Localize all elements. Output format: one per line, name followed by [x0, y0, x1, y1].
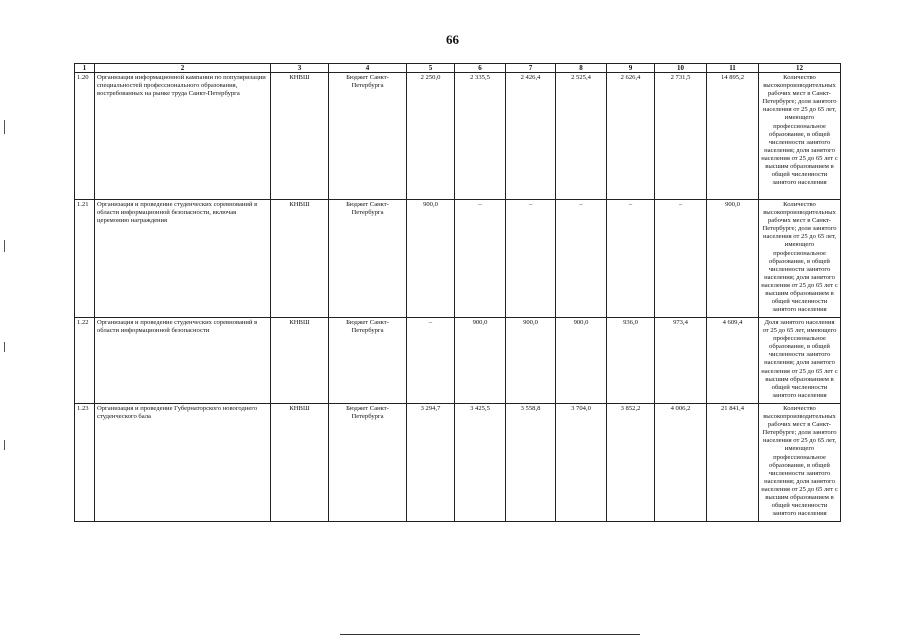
- table-row: [75, 200, 841, 318]
- program-table: [74, 63, 841, 522]
- header-cell: 5: [407, 64, 455, 73]
- indicator-cell: Количество высокопроизводительных рабочих мест в Санкт-Петербурге; доля занятого населения от 25 до 65 лет, имеющего профессиональное образование, в общей численности занятого населения; доля занятого населения от 25 до 65 лет с высшим образованием в общей численности занятого населения: [759, 404, 841, 522]
- value-cell: –: [455, 200, 506, 318]
- header-cell: 6: [455, 64, 506, 73]
- funding-source: Бюджет Санкт-Петербурга: [329, 404, 407, 522]
- header-row: [75, 64, 841, 73]
- value-cell: –: [655, 200, 707, 318]
- funding-source: Бюджет Санкт-Петербурга: [329, 200, 407, 318]
- funding-source: Бюджет Санкт-Петербурга: [329, 73, 407, 200]
- value-cell: 3 294,7: [407, 404, 455, 522]
- table-row: [75, 404, 841, 522]
- scan-mark-left-2: [4, 240, 5, 252]
- row-number: 1.22: [75, 318, 95, 404]
- activity-name: Организация информационной кампании по популяризации специальностей профессионального образования, востребованных на рынке труда Санкт-Петербурга: [95, 73, 271, 200]
- header-cell: 10: [655, 64, 707, 73]
- executor: КНВШ: [271, 318, 329, 404]
- value-cell: 2 426,4: [506, 73, 556, 200]
- value-cell: 2 250,0: [407, 73, 455, 200]
- value-cell: 3 558,8: [506, 404, 556, 522]
- value-cell: 900,0: [556, 318, 607, 404]
- page-number: 66: [446, 32, 459, 47]
- row-number: 1.21: [75, 200, 95, 318]
- value-cell: 900,0: [455, 318, 506, 404]
- value-cell: 4 006,2: [655, 404, 707, 522]
- scan-mark-bottom: [340, 634, 640, 635]
- executor: КНВШ: [271, 200, 329, 318]
- header-cell: 12: [759, 64, 841, 73]
- header-cell: 11: [707, 64, 759, 73]
- total-cell: 14 895,2: [707, 73, 759, 200]
- activity-name: Организация и проведение Губернаторского новогоднего студенческого бала: [95, 404, 271, 522]
- value-cell: 3 704,0: [556, 404, 607, 522]
- header-cell: 2: [95, 64, 271, 73]
- header-cell: 8: [556, 64, 607, 73]
- indicator-cell: Количество высокопроизводительных рабочих мест в Санкт-Петербурге; доля занятого населения от 25 до 65 лет, имеющего профессиональное образование, в общей численности занятого населения; доля занятого населения от 25 до 65 лет с высшим образованием в общей численности занятого населения: [759, 73, 841, 200]
- scan-mark-left-4: [4, 440, 5, 450]
- value-cell: 973,4: [655, 318, 707, 404]
- value-cell: 2 626,4: [607, 73, 655, 200]
- scan-mark-left-3: [4, 342, 5, 352]
- row-number: 1.20: [75, 73, 95, 200]
- header-cell: 1: [75, 64, 95, 73]
- total-cell: 900,0: [707, 200, 759, 318]
- header-cell: 7: [506, 64, 556, 73]
- funding-source: Бюджет Санкт-Петербурга: [329, 318, 407, 404]
- value-cell: 3 852,2: [607, 404, 655, 522]
- activity-name: Организация и проведение студенческих соревнований в области информационной безопасности, включая церемонию награждения: [95, 200, 271, 318]
- header-cell: 9: [607, 64, 655, 73]
- scan-mark-left-1: [4, 120, 5, 134]
- table-row: [75, 73, 841, 200]
- executor: КНВШ: [271, 73, 329, 200]
- value-cell: –: [506, 200, 556, 318]
- value-cell: –: [556, 200, 607, 318]
- value-cell: 2 525,4: [556, 73, 607, 200]
- value-cell: –: [607, 200, 655, 318]
- header-cell: 4: [329, 64, 407, 73]
- executor: КНВШ: [271, 404, 329, 522]
- value-cell: 936,0: [607, 318, 655, 404]
- activity-name: Организация и проведение студенческих соревнований в области информационной безопасности: [95, 318, 271, 404]
- row-number: 1.23: [75, 404, 95, 522]
- indicator-cell: Доля занятого населения от 25 до 65 лет, имеющего профессиональное образование, в общей численности занятого населения; доля занятого населения от 25 до 65 лет с высшим образованием в общей численности занятого населения: [759, 318, 841, 404]
- header-cell: 3: [271, 64, 329, 73]
- value-cell: 900,0: [407, 200, 455, 318]
- value-cell: 2 731,5: [655, 73, 707, 200]
- total-cell: 21 841,4: [707, 404, 759, 522]
- value-cell: 3 425,5: [455, 404, 506, 522]
- table-row: [75, 318, 841, 404]
- total-cell: 4 609,4: [707, 318, 759, 404]
- value-cell: –: [407, 318, 455, 404]
- value-cell: 2 335,5: [455, 73, 506, 200]
- indicator-cell: Количество высокопроизводительных рабочих мест в Санкт-Петербурге; доля занятого населения от 25 до 65 лет, имеющего профессиональное образование, в общей численности занятого населения; доля занятого населения от 25 до 65 лет с высшим образованием в общей численности занятого населения: [759, 200, 841, 318]
- value-cell: 900,0: [506, 318, 556, 404]
